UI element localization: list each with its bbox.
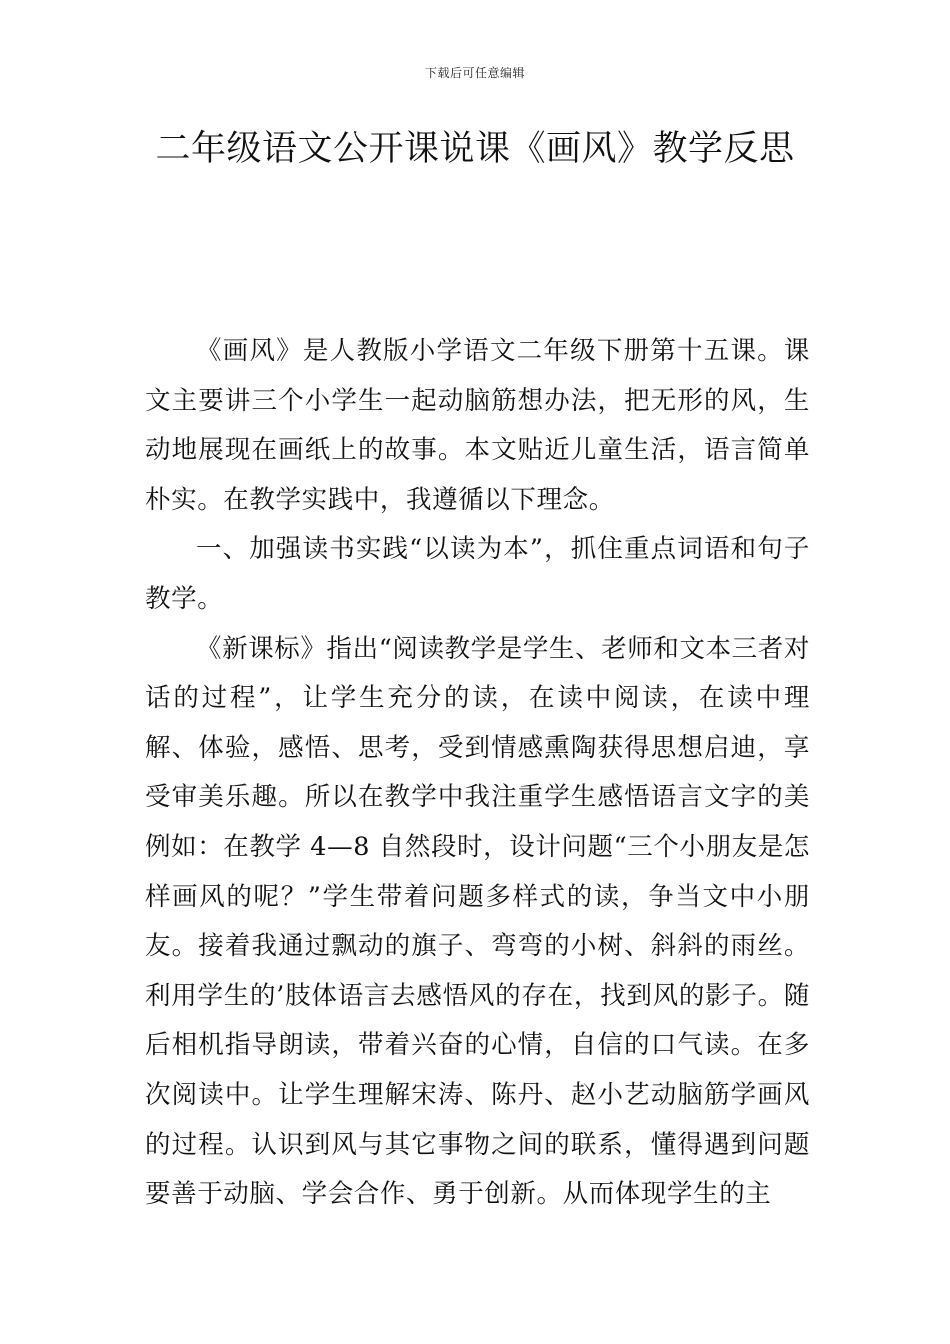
paragraph-section-one-heading: 一、加强读书实践“以读为本”，抓住重点词语和句子教学。 xyxy=(145,534,810,614)
paragraph-intro: 《画风》是人教版小学语文二年级下册第十五课。课文主要讲三个小学生一起动脑筋想办法，把无形的风，生动地展现在画纸上的故事。本文贴近儿童生活，语言简单朴实。在教学实践中，我遵循以下理念。 xyxy=(145,336,810,515)
document-body xyxy=(145,327,810,1220)
header-note: 下载后可任意编辑 xyxy=(424,66,525,80)
document-title: 二年级语文公开课说课《画风》教学反思 xyxy=(155,129,795,169)
paragraph-curriculum-standard: 《新课标》指出“阅读教学是学生、老师和文本三者对话的过程”，让学生充分的读，在读中阅读，在读中理解、体验，感悟、思考，受到情感熏陶获得思想启迪，享受审美乐趣。所以在教学中我注重学生感悟语言文字的美例如：在教学 4—8 自然段时，设计问题“三个小朋友是怎样画风的呢？”学生带着问题多样式的读，争当文中小朋友。接着我通过飘动的旗子、弯弯的小树、斜斜的雨丝。利用学生的’肢体语言去感悟风的存在，找到风的影子。随后相机指导朗读，带着兴奋的心情，自信的口气读。在多次阅读中。让学生理解宋涛、陈丹、赵小艺动脑筋学画风的过程。认识到风与其它事物之间的联系，懂得遇到问题要善于动脑、学会合作、勇于创新。从而体现学生的主 xyxy=(145,633,810,1210)
